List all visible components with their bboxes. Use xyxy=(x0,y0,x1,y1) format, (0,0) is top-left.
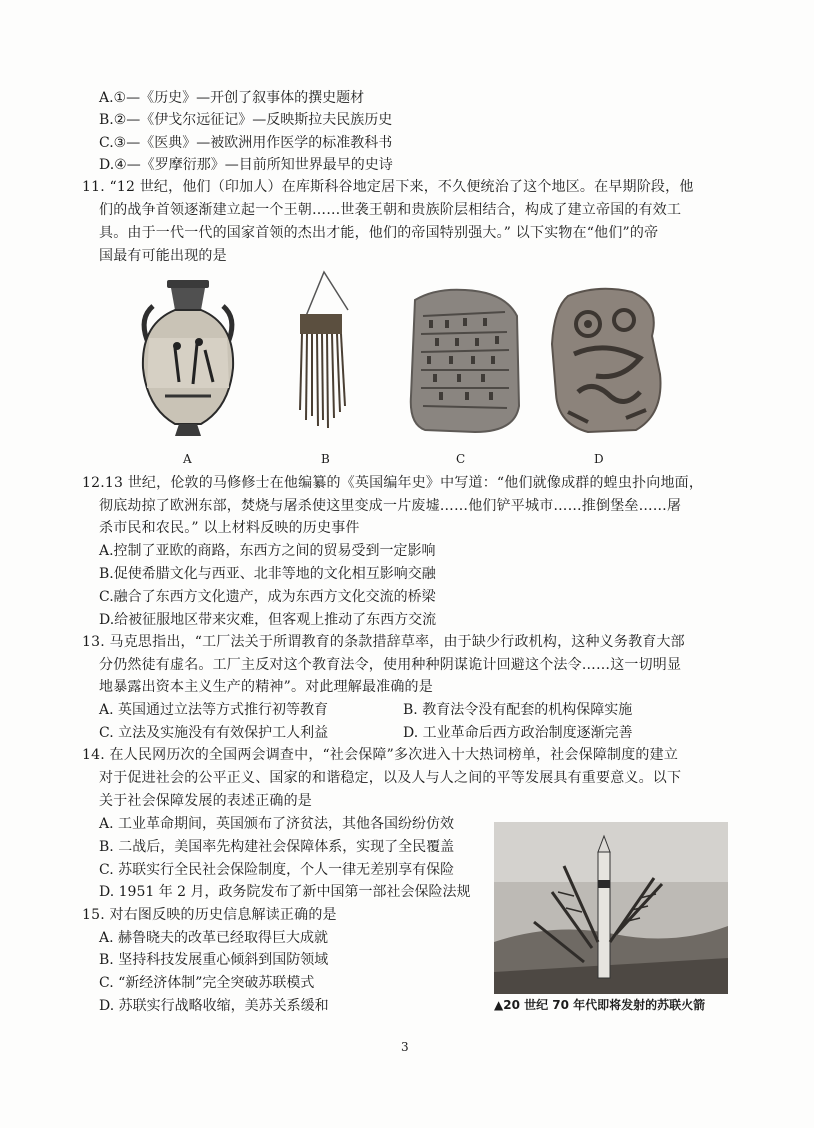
q14-line-1: 14. 在人民网历次的全国两会调查中，“社会保障”多次进入十大热词榜单，社会保障制度的建立 xyxy=(82,747,679,763)
q12-line-1: 12.13 世纪，伦敦的马修修士在他编纂的《英国编年史》中写道：“他们就像成群的蝗虫扑向地面， xyxy=(82,475,704,491)
fringed-bag-image xyxy=(288,270,360,442)
amphora-image xyxy=(135,278,241,442)
q13-line-1: 13. 马克思指出，“工厂法关于所谓教育的条款措辞草率，由于缺少行政机构，这种义务教育大部 xyxy=(82,634,685,650)
figure-label-b: B xyxy=(321,452,330,466)
q13-option-c: C. 立法及实施没有有效保护工人利益 xyxy=(99,725,329,741)
clay-tablet-image xyxy=(405,286,523,436)
q15-option-c: C. “新经济体制”完全突破苏联模式 xyxy=(99,975,315,991)
q10-option-d: D.④—《罗摩衍那》—目前所知世界最早的史诗 xyxy=(99,157,393,173)
q12-option-b: B.促使希腊文化与西亚、北非等地的文化相互影响交融 xyxy=(99,566,436,582)
q13-option-a: A. 英国通过立法等方式推行初等教育 xyxy=(99,702,329,718)
q14-option-c: C. 苏联实行全民社会保险制度，个人一律无差别享有保险 xyxy=(99,862,455,878)
q10-option-b: B.②—《伊戈尔远征记》—反映斯拉夫民族历史 xyxy=(99,112,393,128)
q14-option-d: D. 1951 年 2 月，政务院发布了新中国第一部社会保险法规 xyxy=(99,884,471,900)
q12-option-d: D.给被征服地区带来灾难，但客观上推动了东西方交流 xyxy=(99,612,437,628)
q15-line-1: 15. 对右图反映的历史信息解读正确的是 xyxy=(82,907,337,923)
q11-line-4: 国最有可能出现的是 xyxy=(99,248,227,264)
figure-label-d: D xyxy=(594,452,604,466)
q11-line-2: 们的战争首领逐渐建立起一个王朝……世袭王朝和贵族阶层相结合，构成了建立帝国的有效工 xyxy=(99,202,682,218)
q13-line-2: 分仍然徒有虚名。工厂主反对这个教育法令，使用种种阴谋诡计回避这个法令……这一切明显 xyxy=(99,657,682,673)
q13-option-d: D. 工业革命后西方政治制度逐渐完善 xyxy=(403,725,633,741)
figure-label-c: C xyxy=(456,452,466,466)
q14-option-b: B. 二战后，美国率先构建社会保障体系，实现了全民覆盖 xyxy=(99,839,455,855)
q15-option-b: B. 坚持科技发展重心倾斜到国防领域 xyxy=(99,952,329,968)
q14-line-2: 对于促进社会的公平正义、国家的和谐稳定，以及人与人之间的平等发展具有重要意义。以下 xyxy=(99,770,682,786)
q12-line-2: 彻底劫掠了欧洲东部，焚烧与屠杀使这里变成一片废墟……他们铲平城市……推倒堡垒……屠 xyxy=(99,498,682,514)
q13-option-b: B. 教育法令没有配套的机构保障实施 xyxy=(403,702,633,718)
q12-option-a: A.控制了亚欧的商路，东西方之间的贸易受到一定影响 xyxy=(99,543,436,559)
q11-line-3: 具。由于一代一代的国家首领的杰出才能，他们的帝国特别强大。” 以下实物在“他们”的帝 xyxy=(99,225,659,241)
q10-option-a: A.①—《历史》—开创了叙事体的撰史题材 xyxy=(99,90,365,106)
rocket-photo xyxy=(494,822,728,994)
q12-line-3: 杀市民和农民。” 以上材料反映的历史事件 xyxy=(99,520,360,536)
page-number: 3 xyxy=(401,1040,409,1054)
q15-option-a: A. 赫鲁晓夫的改革已经取得巨大成就 xyxy=(99,930,329,946)
photo-caption: ▲20 世纪 70 年代即将发射的苏联火箭 xyxy=(494,998,706,1012)
figure-label-a: A xyxy=(183,452,192,466)
q10-option-c: C.③—《医典》—被欧洲用作医学的标准教科书 xyxy=(99,135,393,151)
q11-line-1: 11. “12 世纪，他们（印加人）在库斯科谷地定居下来，不久便统治了这个地区。在早期阶段，他 xyxy=(82,179,694,195)
q12-option-c: C.融合了东西方文化遗产，成为东西方文化交流的桥梁 xyxy=(99,589,436,605)
q13-line-3: 地暴露出资本主义生产的精神”。对此理解最准确的是 xyxy=(99,679,433,695)
stone-carving-image xyxy=(548,284,666,436)
q15-option-d: D. 苏联实行战略收缩，美苏关系缓和 xyxy=(99,998,329,1014)
q14-option-a: A. 工业革命期间，英国颁布了济贫法，其他各国纷纷仿效 xyxy=(99,816,455,832)
q14-line-3: 关于社会保障发展的表述正确的是 xyxy=(99,793,312,809)
